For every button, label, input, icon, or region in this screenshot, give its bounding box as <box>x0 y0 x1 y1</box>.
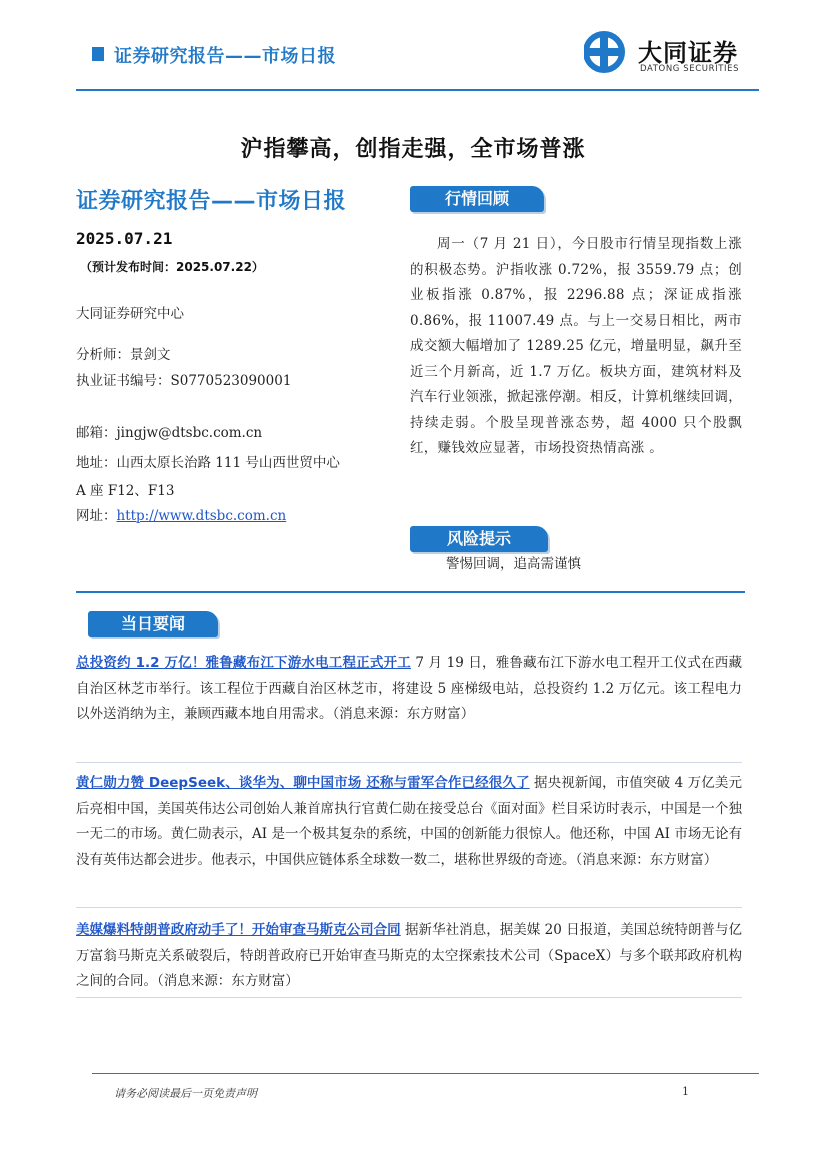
report-date: 2025.07.21 <box>76 229 173 248</box>
news-headline-link[interactable]: 总投资约 1.2 万亿！雅鲁藏布江下游水电工程正式开工 <box>76 655 411 671</box>
website-label: 网址： <box>76 508 117 524</box>
news-body: 据央视新闻，市值突破 4 万亿美元后亮相中国，美国英伟达公司创始人兼首席执行官黄仁勋在接受总台《面对面》栏目采访时表示，中国是一个独一无二的市场。黄仁勋表示，AI 是一个极其复杂的系统，中国的创新能力很惊人。他还称，中国 AI 市场无论有没有英伟达都会进步。他表示，中国供应链体系全球数一数二，堪称世界级的奇迹。（消息来源：东方财富） <box>76 775 742 868</box>
report-main-title: 沪指攀高，创指走强，全市场普涨 <box>240 137 586 162</box>
page-number: 1 <box>682 1085 689 1098</box>
footer-divider <box>92 1073 759 1074</box>
news-item <box>76 771 742 873</box>
news-divider <box>76 997 742 998</box>
news-divider <box>76 907 742 908</box>
report-side-title: 证券研究报告——市场日报 <box>76 189 347 214</box>
news-item <box>76 918 742 995</box>
logo-company-subtitle: DATONG SECURITIES <box>640 64 740 74</box>
header-square-bullet <box>92 47 104 61</box>
contact-email: 邮箱：jingjw@dtsbc.com.cn <box>76 425 263 441</box>
section-divider <box>76 591 745 593</box>
review-text: 周一（7 月 21 日），今日股市行情呈现指数上涨的积极态势。沪指收涨 0.72%，报 3559.79 点；创业板指涨 0.87%，报 2296.88 点；深证成指涨 0.86%，报 11007.49 点。与上一交易日相比，两市成交额大幅增加了 1289.25 亿元，增量明显，飙升至近三个月新高，近 1.7 万亿。板块方面，建筑材料及汽车行业领涨，掀起涨停潮。相反，计算机继续回调，持续走弱。个股呈现普涨态势，超 4000 只个股飘红，赚钱效应显著，市场投资热情高涨 。 <box>410 236 742 456</box>
analyst-name: 分析师：景剑文 <box>76 347 171 363</box>
news-item <box>76 651 742 728</box>
header-series-title: 证券研究报告——市场日报 <box>114 46 336 67</box>
address-line-2: A 座 F12、F13 <box>76 483 175 499</box>
license-number: 执业证书编号：S0770523090001 <box>76 373 292 389</box>
news-headline-link[interactable]: 美媒爆料特朗普政府动手了！开始审查马斯克公司合同 <box>76 922 401 938</box>
address-line-1: 地址：山西太原长治路 111 号山西世贸中心 <box>76 455 340 471</box>
news-heading: 当日要闻 <box>88 611 218 637</box>
news-headline-link[interactable]: 黄仁勋力赞 DeepSeek、谈华为、聊中国市场 还称与雷军合作已经很久了 <box>76 775 530 791</box>
review-heading: 行情回顾 <box>410 186 544 212</box>
footer-disclaimer: 请务必阅读最后一页免责声明 <box>114 1087 257 1100</box>
risk-heading: 风险提示 <box>410 526 548 552</box>
news-body: 据新华社消息，据美媒 20 日报道，美国总统特朗普与亿万富翁马斯克关系破裂后，特朗普政府已开始审查马斯克的太空探索技术公司（SpaceX）与多个联邦政府机构之间的合同。（消息来源：东方财富） <box>76 922 742 989</box>
publish-note: （预计发布时间：2025.07.22） <box>80 260 264 274</box>
news-body: 7 月 19 日，雅鲁藏布江下游水电工程开工仪式在西藏自治区林芝市举行。该工程位于西藏自治区林芝市，将建设 5 座梯级电站，总投资约 1.2 万亿元。该工程电力以外送消纳为主，兼顾西藏本地自用需求。（消息来源：东方财富） <box>76 655 742 722</box>
news-divider <box>76 762 742 763</box>
website <box>76 504 286 524</box>
website-link[interactable]: http://www.dtsbc.com.cn <box>116 508 287 524</box>
institute-name: 大同证券研究中心 <box>76 306 184 322</box>
logo-company-name: 大同证券 <box>638 39 738 67</box>
risk-text: 警惕回调，追高需谨慎 <box>446 556 581 572</box>
header-divider <box>76 89 759 91</box>
